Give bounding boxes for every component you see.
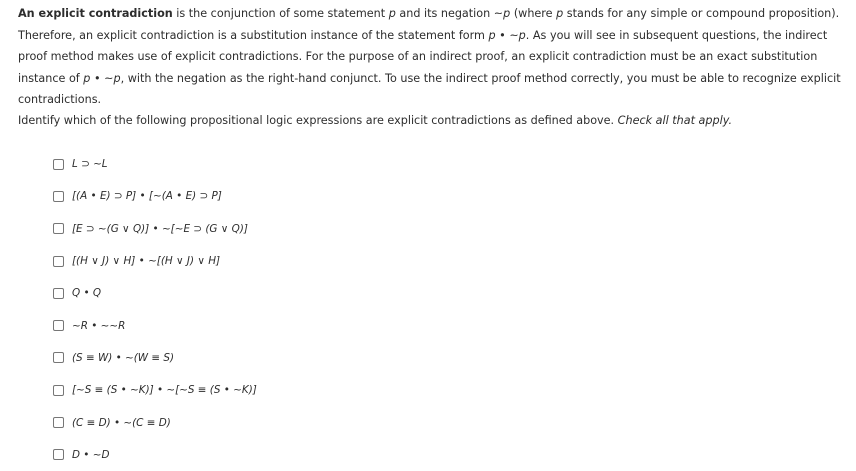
option-8[interactable] [53, 374, 257, 406]
checkbox-9[interactable] [53, 417, 64, 428]
intro-text-3: (where [510, 7, 557, 20]
intro-text-1: is the conjunction of some statement [172, 7, 389, 20]
option-9[interactable] [53, 406, 257, 438]
question-prompt [18, 110, 732, 131]
intro-form-1: p • ~p [488, 28, 526, 42]
option-4[interactable] [53, 245, 257, 277]
prompt-text: Identify which of the following propositional logic expressions are explicit contradictions as defined above. [18, 114, 618, 127]
checkbox-7[interactable] [53, 352, 64, 363]
checkbox-1[interactable] [53, 159, 64, 170]
option-2[interactable] [53, 180, 257, 212]
checkbox-3[interactable] [53, 223, 64, 234]
option-5[interactable] [53, 277, 257, 309]
checkbox-2[interactable] [53, 191, 64, 202]
checkbox-8[interactable] [53, 385, 64, 396]
intro-bold-term: An explicit contradiction [18, 7, 173, 20]
option-1[interactable] [53, 148, 257, 180]
option-label-5[interactable]: Q • Q [72, 287, 102, 300]
intro-text-2: and its negation [395, 7, 494, 20]
checkbox-5[interactable] [53, 288, 64, 299]
option-label-6[interactable]: ~R • ~~R [72, 319, 126, 332]
checkbox-6[interactable] [53, 320, 64, 331]
option-label-2[interactable]: [(A • E) ⊃ P] • [~(A • E) ⊃ P] [72, 190, 222, 203]
option-label-3[interactable]: [E ⊃ ~(G ∨ Q)] • ~[~E ⊃ (G ∨ Q)] [72, 222, 248, 235]
option-label-4[interactable]: [(H ∨ J) ∨ H] • ~[(H ∨ J) ∨ H] [72, 255, 221, 268]
option-7[interactable] [53, 342, 257, 374]
intro-text-5: . As you will see in subsequent questions, the indirect proof method makes use of explicit contradictions. For the purpose of an indirect proof, an explicit contradiction must be an exact substitution instance of [18, 28, 828, 85]
intro-form-2: p • ~p [83, 71, 121, 85]
answer-options [53, 148, 257, 471]
option-label-7[interactable]: (S ≡ W) • ~(W ≡ S) [72, 351, 175, 364]
option-label-1[interactable]: L ⊃ ~L [72, 158, 108, 171]
option-3[interactable] [53, 213, 257, 245]
option-6[interactable] [53, 309, 257, 341]
option-label-10[interactable]: D • ~D [72, 448, 110, 461]
intro-text-4: stands for any simple or compound proposition). Therefore, an explicit contradiction is a substitution instance of the statement form [18, 7, 840, 42]
prompt-emphasis: Check all that apply. [617, 114, 733, 127]
intro-var-p-2: p [556, 7, 564, 20]
option-label-9[interactable]: (C ≡ D) • ~(C ≡ D) [72, 416, 171, 429]
option-label-8[interactable]: [~S ≡ (S • ~K)] • ~[~S ≡ (S • ~K)] [72, 384, 257, 397]
intro-paragraph [18, 3, 843, 111]
checkbox-4[interactable] [53, 256, 64, 267]
option-10[interactable] [53, 439, 257, 471]
intro-neg-p: ~p [493, 7, 511, 20]
intro-var-p: p [388, 7, 396, 20]
intro-text-6: , with the negation as the right-hand conjunct. To use the indirect proof method correctly, you must be able to recognize explicit contradictions. [18, 71, 841, 107]
